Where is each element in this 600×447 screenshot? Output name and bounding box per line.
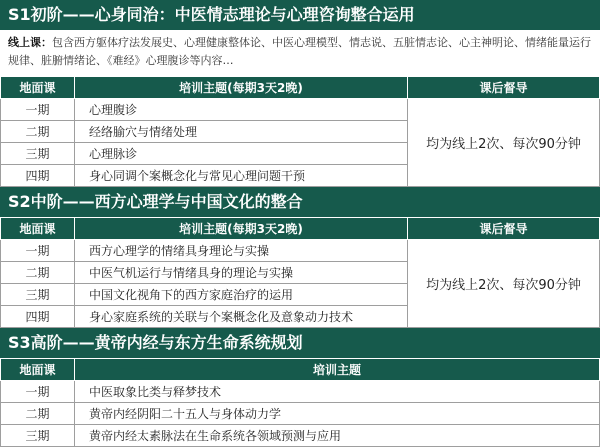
topic-cell: 中医取象比类与释梦技术 bbox=[75, 381, 600, 403]
session-cell: 三期 bbox=[1, 143, 75, 165]
session-cell: 二期 bbox=[1, 121, 75, 143]
s1-online-description bbox=[0, 30, 600, 76]
online-text: 包含西方躯体疗法发展史、心理健康整体论、中医心理模型、情志说、五脏情志论、心主神明论、情绪能量运行规律、脏腑情绪论、《难经》心理腹诊等内容… bbox=[8, 36, 591, 67]
header-topic: 培训主题 bbox=[75, 359, 600, 381]
topic-cell: 身心家庭系统的关联与个案概念化及意象动力技术 bbox=[75, 306, 408, 328]
table-header-row bbox=[1, 218, 600, 240]
supervision-cell: 均为线上2次、每次90分钟 bbox=[408, 240, 600, 328]
session-cell: 四期 bbox=[1, 306, 75, 328]
session-cell: 一期 bbox=[1, 381, 75, 403]
header-supervision: 课后督导 bbox=[408, 218, 600, 240]
s2-table bbox=[0, 217, 600, 328]
topic-cell: 经络腧穴与情绪处理 bbox=[75, 121, 408, 143]
session-cell: 四期 bbox=[1, 165, 75, 187]
header-topic: 培训主题(每期3天2晚) bbox=[75, 77, 408, 99]
table-row bbox=[1, 381, 600, 403]
table-header-row bbox=[1, 359, 600, 381]
supervision-cell: 均为线上2次、每次90分钟 bbox=[408, 99, 600, 187]
session-cell: 一期 bbox=[1, 240, 75, 262]
topic-cell: 黄帝内经阴阳二十五人与身体动力学 bbox=[75, 403, 600, 425]
s1-title: S1初阶——心身同治：中医情志理论与心理咨询整合运用 bbox=[0, 0, 600, 30]
topic-cell: 西方心理学的情绪具身理论与实操 bbox=[75, 240, 408, 262]
table-row bbox=[1, 99, 600, 121]
header-topic: 培训主题(每期3天2晚) bbox=[75, 218, 408, 240]
header-session: 地面课 bbox=[1, 77, 75, 99]
s1-table bbox=[0, 76, 600, 187]
topic-cell: 心理腹诊 bbox=[75, 99, 408, 121]
session-cell: 三期 bbox=[1, 425, 75, 447]
table-header-row bbox=[1, 77, 600, 99]
topic-cell: 身心同调个案概念化与常见心理问题干预 bbox=[75, 165, 408, 187]
session-cell: 二期 bbox=[1, 262, 75, 284]
header-session: 地面课 bbox=[1, 359, 75, 381]
table-row bbox=[1, 425, 600, 447]
session-cell: 一期 bbox=[1, 99, 75, 121]
topic-cell: 中国文化视角下的西方家庭治疗的运用 bbox=[75, 284, 408, 306]
header-session: 地面课 bbox=[1, 218, 75, 240]
table-row bbox=[1, 403, 600, 425]
online-label: 线上课： bbox=[8, 36, 52, 49]
topic-cell: 中医气机运行与情绪具身的理论与实操 bbox=[75, 262, 408, 284]
s3-table bbox=[0, 358, 600, 447]
topic-cell: 心理脉诊 bbox=[75, 143, 408, 165]
table-row bbox=[1, 240, 600, 262]
s2-title: S2中阶——西方心理学与中国文化的整合 bbox=[0, 187, 600, 217]
header-supervision: 课后督导 bbox=[408, 77, 600, 99]
s3-title: S3高阶——黄帝内经与东方生命系统规划 bbox=[0, 328, 600, 358]
session-cell: 二期 bbox=[1, 403, 75, 425]
session-cell: 三期 bbox=[1, 284, 75, 306]
topic-cell: 黄帝内经太素脉法在生命系统各领域预测与应用 bbox=[75, 425, 600, 447]
